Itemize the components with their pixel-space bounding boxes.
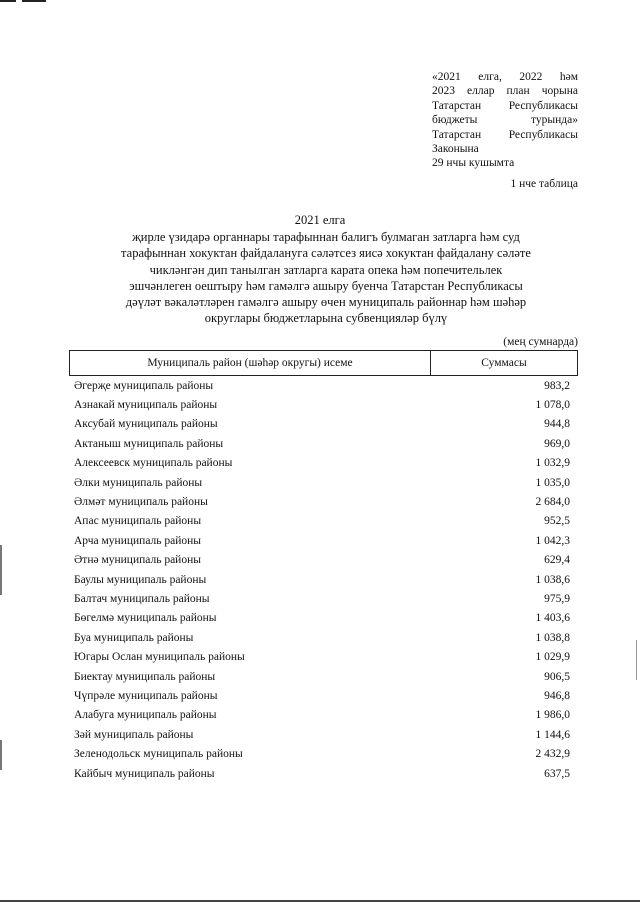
row-name: Биектау муниципаль районы <box>74 670 216 683</box>
table-header <box>69 350 578 376</box>
row-name: Аксубай муниципаль районы <box>74 418 218 431</box>
table-row <box>74 454 570 473</box>
row-amount: 1 144,6 <box>535 728 570 741</box>
table-number-label: 1 нче таблица <box>510 178 578 190</box>
column-header-amount: Суммасы <box>481 357 527 369</box>
row-amount: 1 035,0 <box>535 476 570 489</box>
row-name: Балтач муниципаль районы <box>74 592 210 605</box>
row-amount: 944,8 <box>544 418 570 431</box>
appendix-header-line: 29 нчы кушымта <box>432 157 515 170</box>
row-name: Алабуга муниципаль районы <box>74 709 217 722</box>
row-name: Югары Ослан муниципаль районы <box>74 651 245 664</box>
table-row <box>74 686 570 705</box>
table-row <box>74 492 570 511</box>
scan-edge-shadow <box>0 545 2 595</box>
table-row <box>74 725 570 744</box>
appendix-header <box>432 70 578 171</box>
row-amount: 1 038,8 <box>535 631 570 644</box>
row-name: Арча муниципаль районы <box>74 534 202 547</box>
scan-edge-shadow <box>0 740 2 770</box>
scan-artifact-mark <box>22 0 46 2</box>
row-amount: 983,2 <box>544 379 570 392</box>
row-name: Буа муниципаль районы <box>74 631 194 644</box>
table-body <box>74 376 570 783</box>
table-row <box>74 609 570 628</box>
document-title <box>70 229 582 327</box>
title-line: җирле үзидарә органнары тарафыннан балигъ булмаган затларга һәм суд <box>132 230 520 244</box>
row-amount: 1 986,0 <box>535 709 570 722</box>
row-amount: 975,9 <box>544 592 570 605</box>
scan-bottom-edge <box>0 900 640 902</box>
row-name: Азнакай муниципаль районы <box>74 399 218 412</box>
row-name: Зеленодольск муниципаль районы <box>74 748 243 761</box>
row-amount: 952,5 <box>544 515 570 528</box>
unit-label: (мең сумнарда) <box>503 336 578 348</box>
row-name: Кайбыч муниципаль районы <box>74 767 215 780</box>
table-row <box>74 647 570 666</box>
row-amount: 1 042,3 <box>535 534 570 547</box>
table-row <box>74 764 570 783</box>
appendix-header-line: бюджеты турында» <box>432 114 578 127</box>
row-amount: 1 032,9 <box>535 457 570 470</box>
row-amount: 946,8 <box>544 689 570 702</box>
table-row <box>74 667 570 686</box>
row-name: Актаныш муниципаль районы <box>74 437 224 450</box>
table-row <box>74 551 570 570</box>
row-name: Әтнә муниципаль районы <box>74 554 201 567</box>
row-amount: 969,0 <box>544 437 570 450</box>
row-name: Зәй муниципаль районы <box>74 728 194 741</box>
row-name: Баулы муниципаль районы <box>74 573 207 586</box>
row-name: Әлмәт муниципаль районы <box>74 496 208 509</box>
title-line: эшчәнлеген оештыру һәм гамәлгә ашыру буенча Татарстан Республикасы <box>129 278 523 293</box>
title-line: дәүләт вәкаләтләрен гамәлгә ашыру өчен муниципаль районнар һәм шәһәр <box>125 295 527 310</box>
table-row <box>74 531 570 550</box>
title-line: тарафыннан хокуктан файдалануга сәләтсез яисә хокуктан файдалану сәләте <box>121 246 531 261</box>
row-amount: 1 038,6 <box>535 573 570 586</box>
scan-artifact-mark <box>0 0 16 2</box>
table-row <box>74 570 570 589</box>
row-amount: 906,5 <box>544 670 570 683</box>
row-amount: 1 029,9 <box>535 651 570 664</box>
row-amount: 2 684,0 <box>535 496 570 509</box>
row-name: Әлки муниципаль районы <box>74 476 203 489</box>
table-row <box>74 628 570 647</box>
row-name: Чүпрәле муниципаль районы <box>74 689 218 702</box>
table-row <box>74 706 570 725</box>
appendix-header-line: Законына <box>432 143 479 156</box>
row-name: Бөгелмә муниципаль районы <box>74 612 217 625</box>
table-row <box>74 744 570 763</box>
row-name: Алексеевск муниципаль районы <box>74 457 233 470</box>
column-header-name: Муниципаль район (шәһәр округы) исеме <box>70 351 431 375</box>
table-row <box>74 434 570 453</box>
table-row <box>74 512 570 531</box>
scan-edge-shadow <box>636 640 637 680</box>
table-row <box>74 395 570 414</box>
appendix-header-line: «2021 елга, 2022 һәм <box>432 71 578 83</box>
title-line: чикләнгән дип танылган затларга карата опека һәм попечительлек <box>149 262 503 277</box>
table-row <box>74 376 570 395</box>
title-line: округлары бюджетларына субвенцияләр бүлү <box>204 311 448 326</box>
row-amount: 2 432,9 <box>535 748 570 761</box>
table-row <box>74 589 570 608</box>
row-amount: 1 078,0 <box>535 399 570 412</box>
row-amount: 1 403,6 <box>535 612 570 625</box>
appendix-header-line: Татарстан Республикасы <box>432 128 578 141</box>
document-year: 2021 елга <box>294 213 346 227</box>
table-row <box>74 415 570 434</box>
row-name: Апас муниципаль районы <box>74 515 202 528</box>
row-amount: 637,5 <box>544 767 570 780</box>
appendix-header-line: 2023 еллар план чорына <box>432 85 578 98</box>
appendix-header-line: Татарстан Республикасы <box>432 99 578 112</box>
row-name: Әгерҗе муниципаль районы <box>74 379 214 392</box>
table-row <box>74 473 570 492</box>
row-amount: 629,4 <box>544 554 570 567</box>
